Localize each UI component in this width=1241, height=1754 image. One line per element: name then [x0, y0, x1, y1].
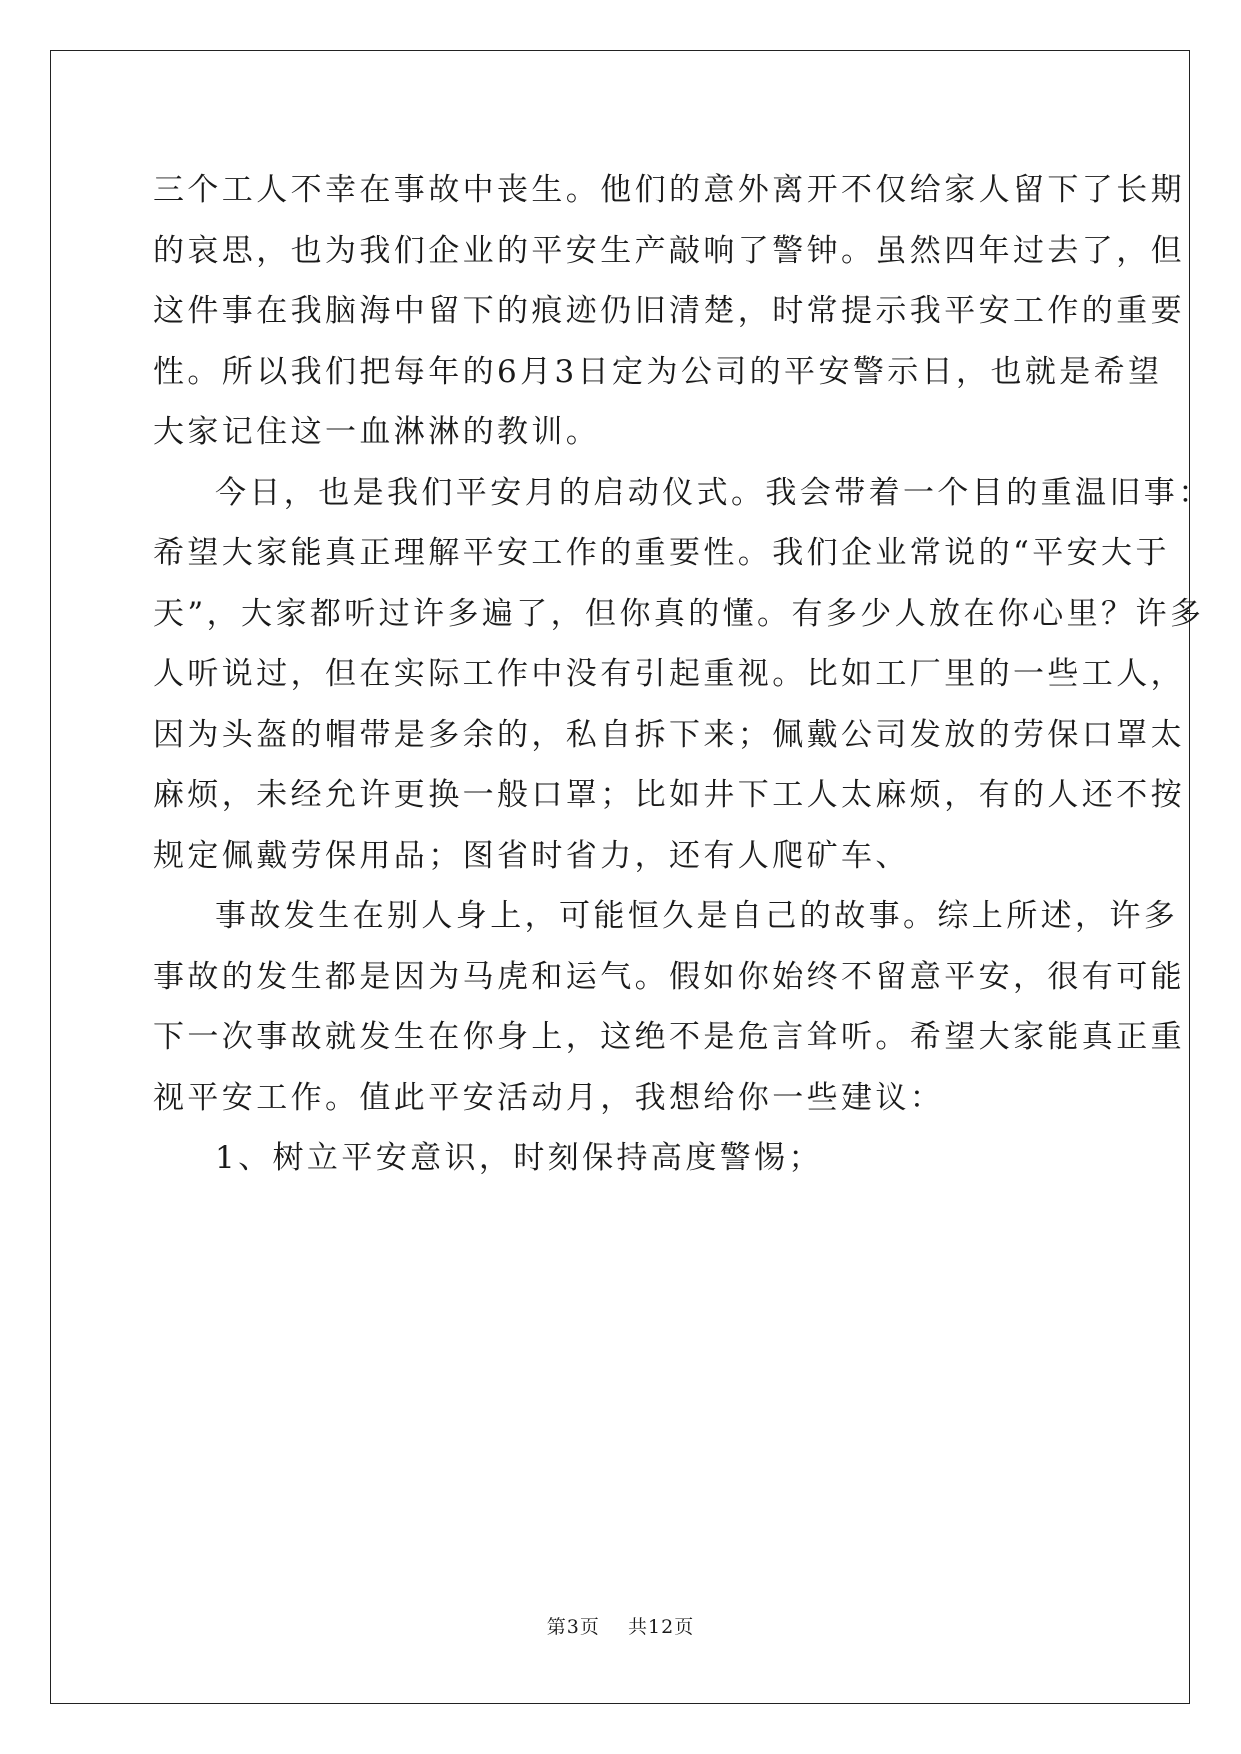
document-body — [153, 160, 1213, 1189]
text-line: 因为头盔的帽带是多余的，私自拆下来；佩戴公司发放的劳保口罩太 — [153, 716, 1185, 753]
paragraph-2 — [153, 463, 1213, 887]
paragraph-1 — [153, 160, 1185, 463]
text-line: 人听说过，但在实际工作中没有引起重视。比如工厂里的一些工人， — [153, 656, 1185, 692]
total-pages-label: 共12页 — [628, 1616, 695, 1638]
text-line: 1、树立平安意识，时刻保持高度警惕； — [215, 1140, 823, 1176]
text-line: 天”，大家都听过许多遍了，但你真的懂。有多少人放在你心里？许多 — [153, 595, 1205, 632]
text-line: 性。所以我们把每年的6月3日定为公司的平安警示日，也就是希望 — [153, 353, 1163, 390]
text-line: 大家记住这一血淋淋的教训。 — [153, 414, 601, 450]
text-line: 希望大家能真正理解平安工作的重要性。我们企业常说的“平安大于 — [153, 535, 1170, 571]
text-line: 麻烦，未经允许更换一般口罩；比如井下工人太麻烦，有的人还不按 — [153, 777, 1185, 813]
text-line: 今日，也是我们平安月的启动仪式。我会带着一个目的重温旧事： — [215, 474, 1213, 511]
text-line: 规定佩戴劳保用品；图省时省力，还有人爬矿车、 — [153, 837, 910, 874]
text-line: 下一次事故就发生在你身上，这绝不是危言耸听。希望大家能真正重 — [153, 1019, 1185, 1055]
current-page-label: 第3页 — [546, 1616, 600, 1638]
text-line: 的哀思，也为我们企业的平安生产敲响了警钟。虽然四年过去了，但 — [153, 232, 1185, 269]
text-line: 这件事在我脑海中留下的痕迹仍旧清楚，时常提示我平安工作的重要 — [153, 293, 1185, 329]
paragraph-4 — [153, 1128, 1093, 1189]
text-line: 视平安工作。值此平安活动月，我想给你一些建议： — [153, 1079, 945, 1116]
page-footer — [0, 1612, 1241, 1639]
text-line: 事故的发生都是因为马虎和运气。假如你始终不留意平安，很有可能 — [153, 958, 1185, 995]
text-line: 事故发生在别人身上，可能恒久是自己的故事。综上所述，许多 — [215, 898, 1179, 934]
paragraph-3 — [153, 886, 1185, 1128]
text-line: 三个工人不幸在事故中丧生。他们的意外离开不仅给家人留下了长期 — [153, 172, 1185, 208]
